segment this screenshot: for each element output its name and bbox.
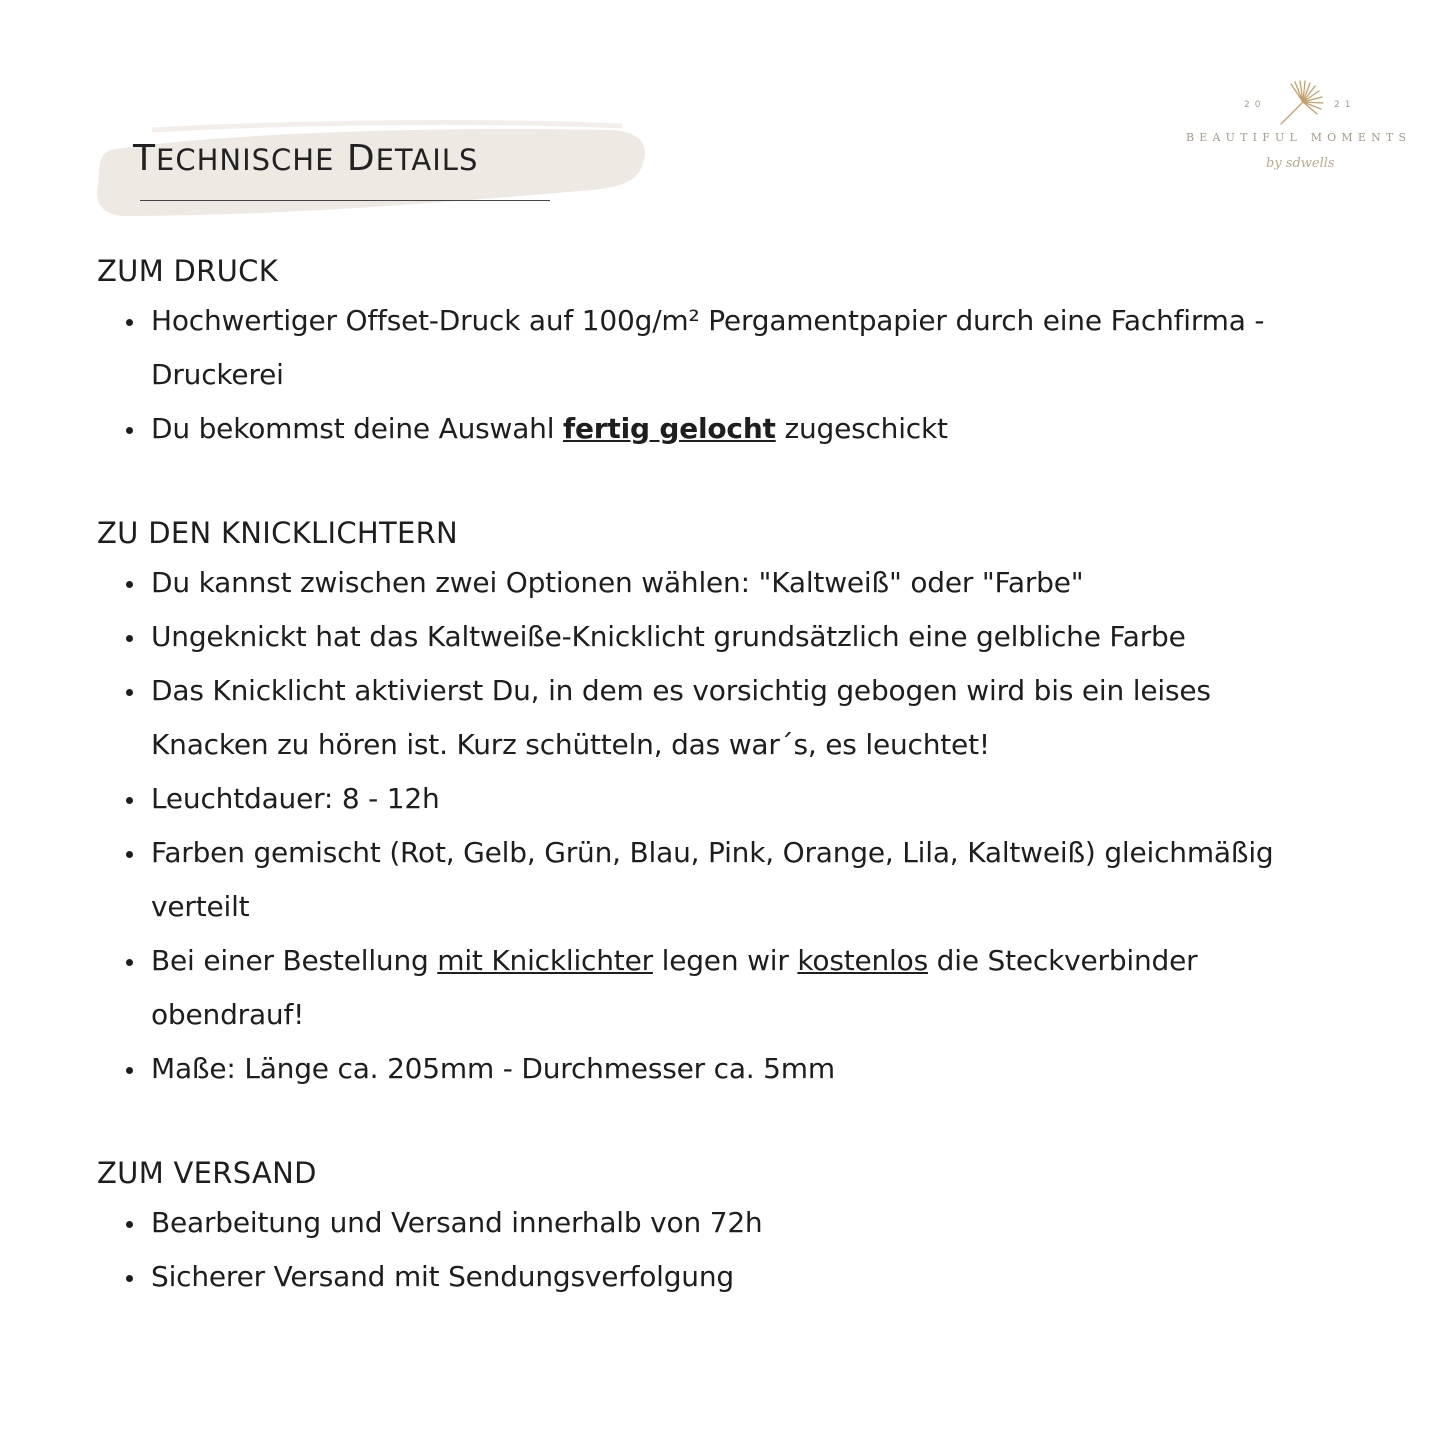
list-item (97, 402, 1317, 456)
item-text: Bei einer Bestellung (151, 944, 438, 977)
palm-leaf-icon (1277, 80, 1325, 126)
section-title: ZUM DRUCK (97, 254, 279, 288)
list-item: Farben gemischt (Rot, Gelb, Grün, Blau, Pink, Orange, Lila, Kaltweiß) gleichmäßig verteilt (97, 826, 1317, 934)
section-spacer (97, 1096, 1317, 1150)
list-item: Leuchtdauer: 8 - 12h (97, 772, 1317, 826)
list-item: Hochwertiger Offset-Druck auf 100g/m² Pergamentpapier durch eine Fachfirma - Druckerei (97, 294, 1317, 402)
page-title (133, 138, 478, 179)
title-cap-t: T (133, 138, 156, 179)
item-text: zugeschickt (775, 412, 948, 445)
section-knicklichter (97, 510, 1317, 1096)
item-text: legen wir (652, 944, 798, 977)
bullet-list (97, 556, 1317, 1096)
title-cap-d: D (346, 138, 376, 179)
item-text: Du bekommst deine Auswahl (151, 412, 563, 445)
title-word-1: ECHNISCHE (156, 143, 335, 177)
list-item: Bearbeitung und Versand innerhalb von 72h (97, 1196, 1317, 1250)
emphasis-text: fertig gelocht (563, 412, 776, 445)
list-item: Das Knicklicht aktivierst Du, in dem es vorsichtig gebogen wird bis ein leises Knacken zu hören ist. Kurz schütteln, das war´s, es leuchtet! (97, 664, 1317, 772)
title-word-2: ETAILS (375, 143, 479, 177)
list-item: Sicherer Versand mit Sendungsverfolgung (97, 1250, 1317, 1304)
logo-year-right: 21 (1334, 100, 1356, 110)
section-versand (97, 1150, 1317, 1304)
list-item (97, 934, 1317, 1042)
section-title: ZUM VERSAND (97, 1156, 317, 1190)
underlined-text: kostenlos (797, 944, 928, 977)
details-content (97, 248, 1317, 1304)
section-title: ZU DEN KNICKLICHTERN (97, 516, 459, 550)
logo-brand-name: BEAUTIFUL MOMENTS (1186, 131, 1412, 144)
underlined-text: mit Knicklichter (437, 944, 653, 977)
item-text: die Steckverbinder obendrauf! (151, 944, 1198, 1031)
title-underline (140, 200, 550, 201)
section-spacer (97, 456, 1317, 510)
list-item: Du kannst zwischen zwei Optionen wählen: "Kaltweiß" oder "Farbe" (97, 556, 1317, 610)
bullet-list (97, 1196, 1317, 1304)
logo-byline: by sdwells (1266, 156, 1335, 171)
bullet-list (97, 294, 1317, 456)
section-druck (97, 248, 1317, 456)
logo-year-left: 20 (1244, 100, 1266, 110)
list-item: Ungeknickt hat das Kaltweiße-Knicklicht grundsätzlich eine gelbliche Farbe (97, 610, 1317, 664)
list-item: Maße: Länge ca. 205mm - Durchmesser ca. 5mm (97, 1042, 1317, 1096)
brand-logo (1180, 78, 1430, 188)
